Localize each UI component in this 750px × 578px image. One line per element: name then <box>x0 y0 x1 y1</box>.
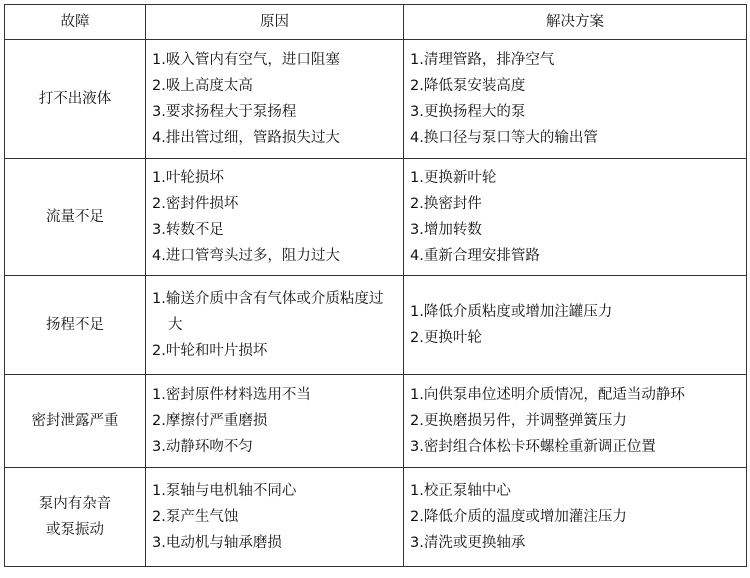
solution-item: 2.更换磨损另件，并调整弹簧压力 <box>410 413 627 429</box>
cause-item: 2.泵产生气蚀 <box>152 509 239 525</box>
table-row <box>5 375 747 468</box>
cause-item: 2.密封件损坏 <box>152 196 239 212</box>
header-fault: 故障 <box>5 5 146 40</box>
header-cause: 原因 <box>146 5 404 40</box>
solution-item: 3.更换扬程大的泵 <box>410 104 526 120</box>
solution-item: 2.降低泵安装高度 <box>410 78 526 94</box>
solution-item: 3.清洗或更换轴承 <box>410 535 526 551</box>
fault-label: 密封泄露严重 <box>31 413 119 429</box>
solution-cell <box>404 468 747 567</box>
troubleshooting-table <box>4 4 747 567</box>
fault-label: 打不出液体 <box>38 91 112 107</box>
cause-item: 4.排出管过细，管路损失过大 <box>152 130 340 146</box>
fault-cell <box>5 40 146 159</box>
fault-cell <box>5 276 146 375</box>
cause-item: 3.转数不足 <box>152 222 224 238</box>
cause-item: 1.泵轴与电机轴不同心 <box>152 483 297 499</box>
cause-cell <box>146 40 404 159</box>
cause-item: 1.密封原件材料选用不当 <box>152 387 311 403</box>
solution-item: 1.降低介质粘度或增加注罐压力 <box>410 304 613 320</box>
solution-cell <box>404 40 747 159</box>
table-row <box>5 159 747 276</box>
solution-item: 1.清理管路，排净空气 <box>410 52 555 68</box>
cause-item: 3.动静环吻不匀 <box>152 439 253 455</box>
cause-item: 3.要求扬程大于泵扬程 <box>152 104 297 120</box>
cause-cell <box>146 159 404 276</box>
header-solution: 解决方案 <box>404 5 747 40</box>
solution-item: 1.更换新叶轮 <box>410 170 497 186</box>
cause-item: 1.输送介质中含有气体或介质粘度过大 <box>152 291 384 333</box>
fault-cell <box>5 375 146 468</box>
solution-item: 2.换密封件 <box>410 196 482 212</box>
header-row <box>5 5 747 40</box>
solution-item: 4.换口径与泵口等大的输出管 <box>410 130 598 146</box>
cause-cell <box>146 375 404 468</box>
cause-item: 1.吸入管内有空气，进口阻塞 <box>152 52 340 68</box>
fault-label: 流量不足 <box>46 209 104 225</box>
solution-item: 2.更换叶轮 <box>410 330 482 346</box>
cause-item: 2.摩擦付严重磨损 <box>152 413 268 429</box>
solution-cell <box>404 276 747 375</box>
solution-item: 3.密封组合体松卡环螺栓重新调正位置 <box>410 439 656 455</box>
fault-label: 泵内有杂音 <box>38 496 112 512</box>
table-row <box>5 40 747 159</box>
cause-item: 3.电动机与轴承磨损 <box>152 535 282 551</box>
fault-cell <box>5 468 146 567</box>
solution-item: 3.增加转数 <box>410 222 482 238</box>
solution-cell <box>404 159 747 276</box>
fault-label: 扬程不足 <box>46 317 104 333</box>
table-row <box>5 468 747 567</box>
troubleshooting-table-container <box>4 4 746 574</box>
cause-item: 2.吸上高度太高 <box>152 78 253 94</box>
solution-item: 1.向供泵串位述明介质情况，配适当动静环 <box>410 387 685 403</box>
cause-item: 2.叶轮和叶片损坏 <box>152 343 268 359</box>
solution-item: 1.校正泵轴中心 <box>410 483 511 499</box>
fault-cell <box>5 159 146 276</box>
cause-cell <box>146 468 404 567</box>
solution-item: 4.重新合理安排管路 <box>410 248 540 264</box>
cause-cell <box>146 276 404 375</box>
cause-item: 1.叶轮损坏 <box>152 170 224 186</box>
table-row <box>5 276 747 375</box>
fault-label: 或泵振动 <box>46 522 104 538</box>
cause-item: 4.进口管弯头过多，阻力过大 <box>152 248 340 264</box>
solution-item: 2.降低介质的温度或增加灌注压力 <box>410 509 627 525</box>
solution-cell <box>404 375 747 468</box>
